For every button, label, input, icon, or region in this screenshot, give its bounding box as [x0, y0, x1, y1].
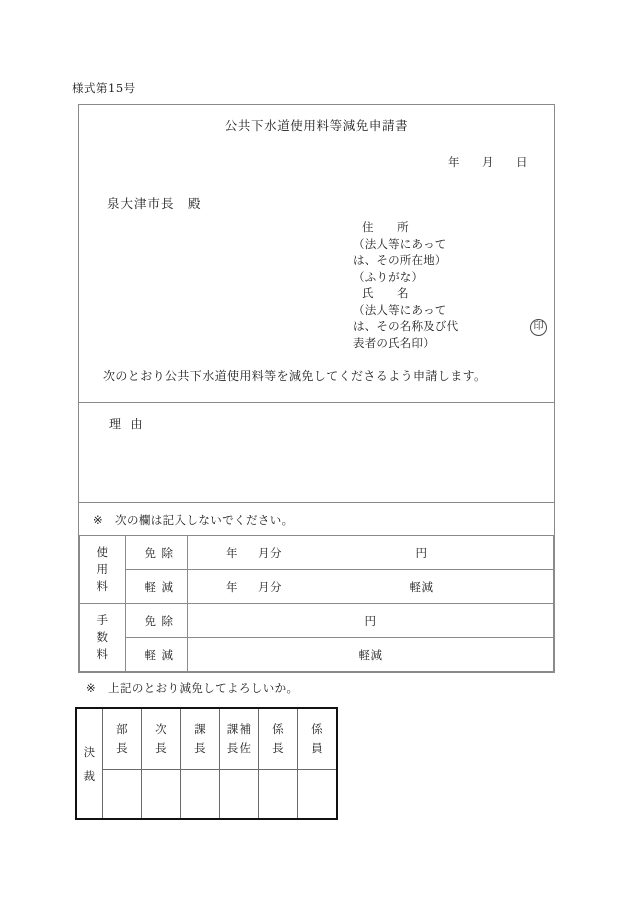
table-row [80, 570, 554, 604]
name-note-line-1: （法人等にあって [353, 302, 447, 317]
address-note-line-1: （法人等にあって [353, 236, 447, 251]
unit-usage-reduction: 軽減 [409, 579, 434, 594]
fee-category-usage: 使 用 料 [80, 536, 126, 604]
date-year-label: 年 [448, 155, 460, 169]
signature-cell-kakariin[interactable] [298, 770, 338, 820]
date-month-label: 月 [482, 155, 494, 169]
reason-block[interactable] [79, 402, 554, 502]
approval-header-row [76, 708, 337, 770]
furigana-label: （ふりがな） [353, 269, 424, 284]
notice-text: ※ 次の欄は記入しないでください。 [93, 513, 294, 527]
approval-table-wrap [75, 707, 338, 820]
fee-value-handling-exemption[interactable] [188, 604, 554, 638]
period-usage-exemption: 年 月分 [226, 545, 282, 560]
unit-handling-reduction: 軽減 [358, 647, 383, 662]
addressee-label: 泉大津市長 殿 [107, 196, 202, 211]
date-line [448, 154, 528, 170]
fee-value-handling-reduction[interactable] [188, 638, 554, 672]
signature-cell-jicho[interactable] [142, 770, 181, 820]
name-note-line-2: は、その名称及び代 [353, 319, 459, 333]
role-header-jicho: 次 長 [142, 708, 181, 770]
notice-row [79, 502, 554, 535]
name-note-line-3: 表者の氏名印） [353, 335, 435, 350]
request-sentence: 次のとおり公共下水道使用料等を減免してくださるよう申請します。 [103, 369, 487, 383]
unit-usage-exemption: 円 [415, 545, 428, 560]
name-label: 氏 名 [362, 286, 409, 300]
role-header-bucho: 部 長 [103, 708, 142, 770]
signature-cell-bucho[interactable] [103, 770, 142, 820]
role-header-kakaricho: 係 長 [259, 708, 298, 770]
table-row [80, 638, 554, 672]
table-row [80, 536, 554, 570]
fee-kind-exemption-usage: 免 除 [126, 536, 188, 570]
date-day-label: 日 [516, 155, 528, 169]
period-usage-reduction: 年 月分 [226, 579, 282, 594]
decision-label: 決 裁 [76, 708, 103, 819]
header-block [79, 105, 554, 402]
fee-value-usage-reduction[interactable] [188, 570, 554, 604]
signature-cell-kacho[interactable] [181, 770, 220, 820]
signature-cell-kachohosa[interactable] [220, 770, 259, 820]
unit-handling-exemption: 円 [364, 613, 377, 628]
address-label: 住 所 [362, 220, 409, 234]
form-number: 様式第15号 [72, 81, 136, 95]
fee-kind-reduction-usage: 軽 減 [126, 570, 188, 604]
seal-stamp-icon: 印 [530, 319, 547, 336]
fee-table [79, 535, 554, 672]
page-title: 公共下水道使用料等減免申請書 [224, 118, 409, 133]
approval-table [75, 707, 338, 820]
fee-category-handling: 手 数 料 [80, 604, 126, 672]
address-note-line-2: は、その所在地） [353, 253, 447, 267]
role-header-kachohosa: 課 長 補 佐 [220, 708, 259, 770]
fee-kind-reduction-handling: 軽 減 [126, 638, 188, 672]
application-main-frame [78, 104, 555, 673]
approval-note: ※ 上記のとおり減免してよろしいか。 [86, 681, 299, 695]
fee-value-usage-exemption[interactable] [188, 536, 554, 570]
signature-cell-kakaricho[interactable] [259, 770, 298, 820]
approval-signature-row [76, 770, 337, 820]
applicant-block [353, 219, 458, 351]
role-header-kakariin: 係 員 [298, 708, 338, 770]
role-header-kacho: 課 長 [181, 708, 220, 770]
fee-kind-exemption-handling: 免 除 [126, 604, 188, 638]
table-row [80, 604, 554, 638]
reason-label: 理 由 [109, 417, 144, 431]
